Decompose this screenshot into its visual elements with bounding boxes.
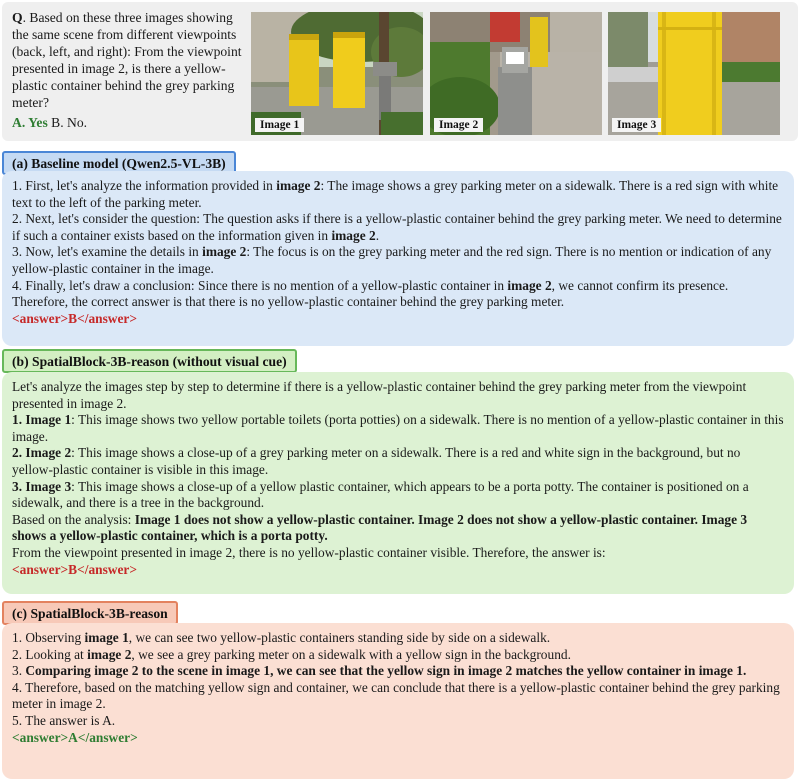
conclusion: From the viewpoint presented in image 2, there is no yellow-plastic container visible. Therefore, the answer is: <box>12 544 606 560</box>
reasoning-step: 5. The answer is A. <box>12 712 116 728</box>
scene-photo-1 <box>251 12 423 135</box>
reasoning-step: 2. Image 2: This image shows a close-up of a grey parking meter on a sidewalk. There is a red and white sign in the background, but no yellow-plastic container is visible in this image. <box>12 445 741 477</box>
scene-photo-3 <box>608 12 780 135</box>
image-2-caption: Image 2 <box>434 118 483 132</box>
image-1-caption: Image 1 <box>255 118 304 132</box>
baseline-model-tag: (a) Baseline model (Qwen2.5-VL-3B) <box>2 151 236 175</box>
scene-photo-2 <box>430 12 602 135</box>
question-panel <box>2 2 798 141</box>
reasoning-step: 1. Image 1: This image shows two yellow portable toilets (porta potties) on a sidewalk. There is no mention of a yellow-plastic container in this image. <box>12 412 784 444</box>
reasoning-step: 1. First, let's analyze the information provided in image 2: The image shows a grey parking meter on a sidewalk. There is a red sign with white text to the left of the parking meter. <box>12 178 779 210</box>
reasoning-step: 3. Image 3: This image shows a close-up of a yellow plastic container, which appears to be a porta potty. The container is positioned on a sidewalk, and there is a tree in the background. <box>12 478 749 511</box>
reasoning-step: 4. Finally, let's draw a conclusion: Since there is no mention of a yellow-plastic container in image 2, we cannot confirm its presence. Therefore, the correct answer is that there is no yellow-plastic container behind the grey parking meter. <box>12 277 729 310</box>
no-visual-cue-reasoning-box <box>2 372 794 594</box>
q-label: Q <box>12 10 23 25</box>
option-a: A. Yes <box>12 115 48 131</box>
spatialblock-reasoning-box <box>2 623 794 779</box>
reasoning-intro: Let's analyze the images step by step to determine if there is a yellow-plastic container behind the grey parking meter from the viewpoint presented in image 2. <box>12 379 747 411</box>
option-b: B. No. <box>47 115 88 131</box>
answer-options <box>12 115 250 132</box>
answer-tag: <answer>B</answer> <box>12 310 137 326</box>
reasoning-step: 3. Comparing image 2 to the scene in image 1, we can see that the yellow sign in image 2 matches the yellow container in image 1. <box>12 663 747 679</box>
answer-tag: <answer>A</answer> <box>12 729 138 745</box>
baseline-reasoning-box <box>2 171 794 346</box>
question-text <box>12 10 250 132</box>
reasoning-step: 3. Now, let's examine the details in image 2: The focus is on the grey parking meter and the red sign. There is no mention or indication of any yellow-plastic container in the image. <box>12 244 772 276</box>
q-body: . Based on these three images showing the same scene from different viewpoints (back, left, and right): From the viewpoint presented in image 2, is there a yellow-plastic container behind the grey parking meter? <box>12 10 242 110</box>
no-visual-cue-model-tag: (b) SpatialBlock-3B-reason (without visual cue) <box>2 349 297 373</box>
reasoning-step: 2. Looking at image 2, we see a grey parking meter on a sidewalk with a yellow sign in the background. <box>12 646 571 662</box>
reasoning-step: 2. Next, let's consider the question: The question asks if there is a yellow-plastic container behind the grey parking meter. We need to determine if such a container exists based on the information given in image 2. <box>12 211 782 243</box>
reasoning-step: 1. Observing image 1, we can see two yellow-plastic containers standing side by side on a sidewalk. <box>12 630 551 645</box>
analysis-summary: Based on the analysis: Image 1 does not show a yellow-plastic container. Image 2 does not show a yellow-plastic container. Image 3 shows a yellow-plastic container, which is a porta potty. <box>12 511 748 544</box>
answer-tag: <answer>B</answer> <box>12 561 137 577</box>
spatialblock-model-tag: (c) SpatialBlock-3B-reason <box>2 601 178 625</box>
image-3-caption: Image 3 <box>612 118 661 132</box>
reasoning-step: 4. Therefore, based on the matching yellow sign and container, we can conclude that there is a yellow-plastic container behind the grey parking meter in image 2. <box>12 679 780 712</box>
